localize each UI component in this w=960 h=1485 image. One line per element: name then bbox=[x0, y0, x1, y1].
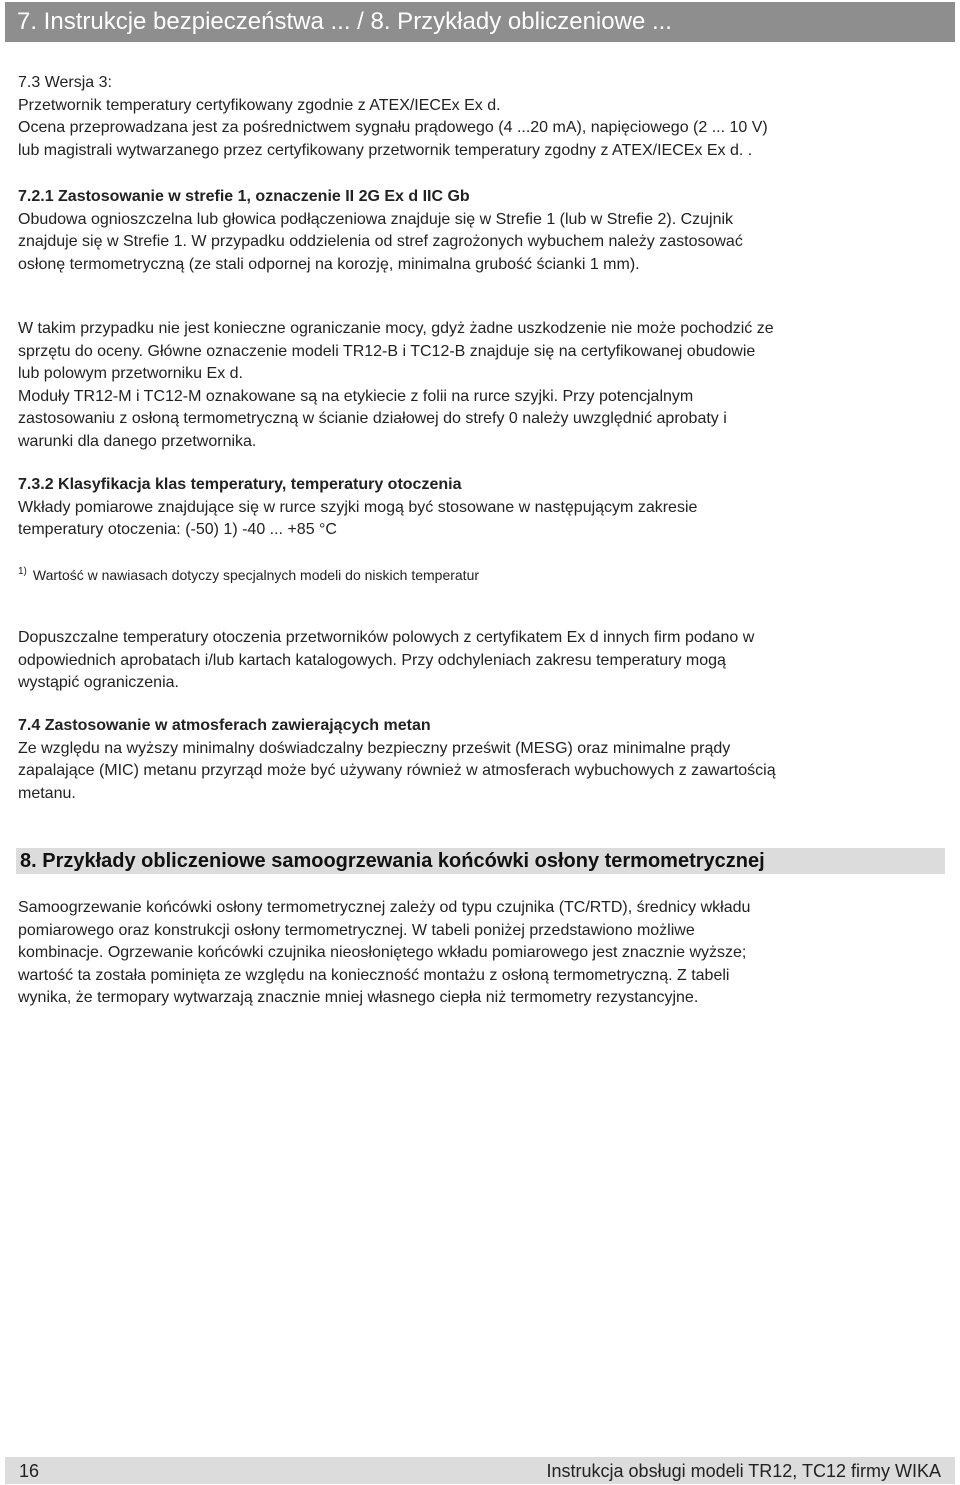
section-7-3-heading: 7.3 Wersja 3: bbox=[18, 74, 112, 91]
paragraph-line: lub polowym przetworniku Ex d. bbox=[18, 365, 243, 382]
footnote-mark: 1) bbox=[18, 566, 27, 577]
section-7-2-1 bbox=[18, 186, 940, 276]
footer-title: Instrukcja obsługi modeli TR12, TC12 firmy WIKA bbox=[546, 1461, 941, 1481]
section-7-4-line: zapalające (MIC) metanu przyrząd może być używany również w atmosferach wybuchowych z zawartością bbox=[18, 762, 776, 779]
page-number: 16 bbox=[19, 1461, 40, 1481]
section-7-3-2 bbox=[18, 474, 940, 542]
page-header-title: 7. Instrukcje bezpieczeństwa ... / 8. Przykłady obliczeniowe ... bbox=[17, 8, 672, 35]
section-7-4-line: metanu. bbox=[18, 784, 76, 802]
section-7-3 bbox=[18, 72, 940, 162]
section-7-2-1-line: Obudowa ognioszczelna lub głowica podłączeniowa znajduje się w Strefie 1 (lub w Strefie 2). Czujnik bbox=[18, 210, 734, 228]
paragraph-line: warunki dla danego przetwornika. bbox=[18, 432, 257, 450]
paragraph-line: Dopuszczalne temperatury otoczenia przetworników polowych z certyfikatem Ex d innych firm podano w bbox=[18, 629, 755, 646]
section-8-line: wartość ta została pominięta ze względu na konieczność montażu z osłoną termometryczną. Z tabeli bbox=[18, 966, 730, 984]
footnote bbox=[18, 563, 940, 584]
section-7-3-line: lub magistrali wytwarzanego przez certyfikowany przetwornik temperatury zgodny z ATEX/IECEx Ex d. . bbox=[18, 141, 753, 159]
section-8-line: pomiarowego oraz konstrukcji osłony termometrycznej. W tabeli poniżej przedstawiono możliwe bbox=[18, 921, 695, 939]
section-7-4-heading: 7.4 Zastosowanie w atmosferach zawierających metan bbox=[18, 717, 431, 734]
section-8-body bbox=[18, 897, 940, 1010]
footnote-text: Wartość w nawiasach dotyczy specjalnych modeli do niskich temperatur bbox=[32, 567, 480, 583]
paragraph-ambient-temps bbox=[18, 627, 940, 695]
paragraph-line: wystąpić ograniczenia. bbox=[18, 674, 179, 691]
paragraph-line: W takim przypadku nie jest konieczne ograniczanie mocy, gdyż żadne uszkodzenie nie może pochodzić ze bbox=[18, 320, 774, 337]
section-7-3-line: Ocena przeprowadzana jest za pośrednictwem sygnału prądowego (4 ...20 mA), napięciowego (2 ... 10 V) bbox=[18, 119, 768, 136]
section-7-4 bbox=[18, 715, 940, 805]
section-7-2-1-line: znajduje się w Strefie 1. W przypadku oddzielenia od stref zagrożonych wybuchem należy zastosować bbox=[18, 233, 743, 250]
page-footer bbox=[5, 1457, 955, 1484]
page-header-bar bbox=[5, 2, 955, 42]
section-7-3-line: Przetwornik temperatury certyfikowany zgodnie z ATEX/IECEx Ex d. bbox=[18, 96, 501, 114]
paragraph-line: Moduły TR12-M i TC12-M oznakowane są na etykiecie z folii na rurce szyjki. Przy potencjalnym bbox=[18, 387, 694, 405]
paragraph-power-limit bbox=[18, 318, 940, 453]
section-8-heading-bar bbox=[16, 848, 945, 874]
section-8-line: wynika, że termopary wytwarzają znacznie mniej własnego ciepła niż termometry rezystancyjne. bbox=[18, 989, 699, 1006]
paragraph-line: odpowiednich aprobatach i/lub kartach katalogowych. Przy odchyleniach zakresu temperatury mogą bbox=[18, 651, 726, 669]
section-7-4-line: Ze względu na wyższy minimalny doświadczalny bezpieczny prześwit (MESG) oraz minimalne prądy bbox=[18, 739, 731, 757]
section-7-2-1-heading: 7.2.1 Zastosowanie w strefie 1, oznaczenie II 2G Ex d IIC Gb bbox=[18, 188, 470, 205]
section-8-line: kombinacje. Ogrzewanie końcówki czujnika nieosłoniętego wkładu pomiarowego jest znacznie wyższe; bbox=[18, 944, 747, 961]
paragraph-line: sprzętu do oceny. Główne oznaczenie modeli TR12-B i TC12-B znajduje się na certyfikowanej obudowie bbox=[18, 342, 756, 360]
section-8-line: Samoogrzewanie końcówki osłony termometrycznej zależy od typu czujnika (TC/RTD), średnicy wkładu bbox=[18, 899, 751, 916]
section-8-heading: 8. Przykłady obliczeniowe samoogrzewania końcówki osłony termometrycznej bbox=[20, 850, 765, 872]
section-7-3-2-line: temperatury otoczenia: (-50) 1) -40 ... +85 °C bbox=[18, 521, 337, 538]
paragraph-line: zastosowaniu z osłoną termometryczną w ścianie działowej do strefy 0 należy uwzględnić aprobaty i bbox=[18, 410, 727, 427]
section-7-3-2-heading: 7.3.2 Klasyfikacja klas temperatury, temperatury otoczenia bbox=[18, 476, 462, 493]
section-7-2-1-line: osłonę termometryczną (ze stali odpornej na korozję, minimalna grubość ścianki 1 mm). bbox=[18, 255, 640, 273]
section-7-3-2-line: Wkłady pomiarowe znajdujące się w rurce szyjki mogą być stosowane w następującym zakresie bbox=[18, 498, 698, 516]
